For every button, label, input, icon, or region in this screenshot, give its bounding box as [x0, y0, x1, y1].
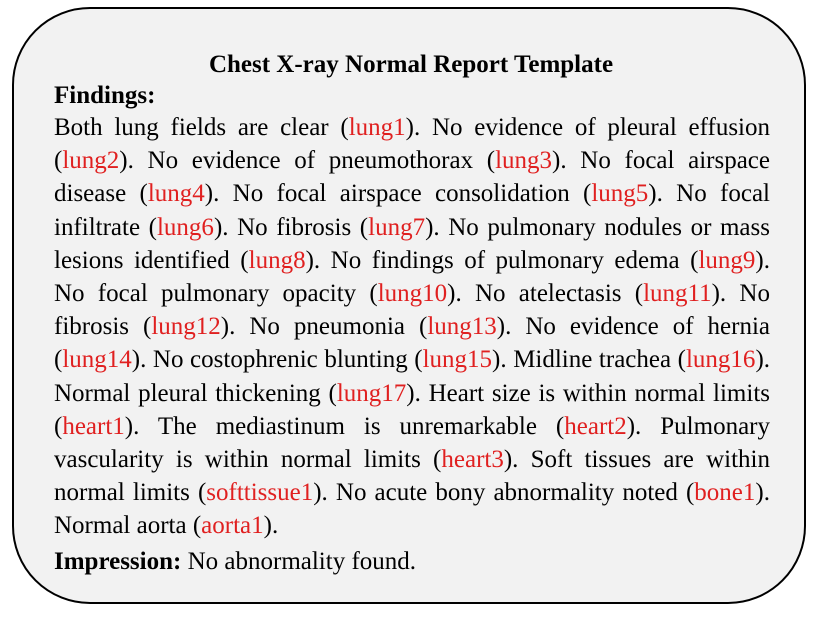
finding-sentence: Both lung fields are clear (: [54, 114, 349, 141]
finding-sentence: ). The mediastinum is unremarkable (: [124, 412, 565, 440]
finding-tag: lung7: [368, 213, 426, 241]
finding-tag: lung16: [685, 346, 756, 374]
finding-tag: lung4: [147, 180, 205, 208]
finding-tag: lung12: [151, 313, 221, 341]
finding-sentence: ). No pulmonary nodules or mass lesions identified (: [54, 213, 770, 274]
finding-sentence: ). No evidence of pleural effusion (: [54, 114, 771, 175]
finding-sentence: ). Normal aorta (: [54, 479, 770, 540]
finding-sentence: ). Pulmonary vascularity is within normal limits (: [54, 412, 770, 474]
findings-heading: Findings:: [54, 82, 156, 109]
finding-sentence: ). No focal airspace consolidation (: [204, 180, 592, 208]
impression-section: [54, 547, 416, 577]
finding-tag: lung11: [643, 280, 712, 308]
finding-tag: heart3: [441, 446, 504, 474]
finding-tag: lung3: [495, 147, 553, 175]
finding-tag: lung10: [377, 280, 448, 308]
finding-sentence: ). No focal infiltrate (: [54, 180, 770, 241]
finding-sentence: ). No costophrenic blunting (: [131, 346, 423, 374]
finding-tag: heart2: [564, 412, 627, 440]
report-card: [12, 7, 806, 604]
finding-tag: lung17: [336, 379, 407, 407]
finding-tag: lung9: [698, 246, 756, 274]
impression-heading: Impression:: [54, 548, 182, 575]
finding-sentence: ). No evidence of pneumothorax (: [119, 147, 496, 175]
finding-sentence: ). Normal pleural thickening (: [54, 346, 771, 407]
impression-text: No abnormality found.: [181, 548, 417, 575]
finding-sentence: ). No pneumonia (: [220, 313, 428, 341]
finding-sentence: ). No focal pulmonary opacity (: [54, 246, 770, 308]
finding-sentence: ).: [263, 512, 279, 540]
finding-sentence: ). Soft tissues are within normal limits (: [54, 446, 770, 507]
finding-sentence: ). No focal airspace disease (: [54, 147, 770, 208]
findings-text: [54, 111, 770, 543]
finding-sentence: ). No fibrosis (: [213, 213, 369, 241]
finding-tag: heart1: [62, 412, 125, 440]
finding-tag: lung13: [427, 313, 497, 341]
finding-tag: lung5: [591, 180, 649, 208]
finding-sentence: ). No findings of pulmonary edema (: [305, 246, 699, 274]
finding-tag: lung14: [62, 346, 132, 374]
report-title: Chest X-ray Normal Report Template: [208, 51, 614, 78]
finding-sentence: ). No acute bony abnormality noted (: [313, 479, 695, 507]
finding-sentence: ). No atelectasis (: [447, 280, 644, 308]
finding-tag: softtissue1: [206, 479, 314, 507]
finding-tag: aorta1: [201, 512, 264, 540]
finding-sentence: ). No evidence of hernia (: [54, 313, 770, 374]
finding-sentence: ). Midline trachea (: [492, 346, 686, 374]
finding-tag: lung2: [62, 147, 120, 175]
finding-tag: lung8: [248, 246, 306, 274]
finding-sentence: ). No fibrosis (: [54, 280, 770, 341]
finding-tag: lung6: [156, 213, 214, 241]
finding-tag: bone1: [694, 479, 756, 507]
finding-tag: lung15: [422, 346, 493, 374]
finding-sentence: ). Heart size is within normal limits (: [54, 379, 770, 440]
finding-tag: lung1: [348, 114, 406, 141]
